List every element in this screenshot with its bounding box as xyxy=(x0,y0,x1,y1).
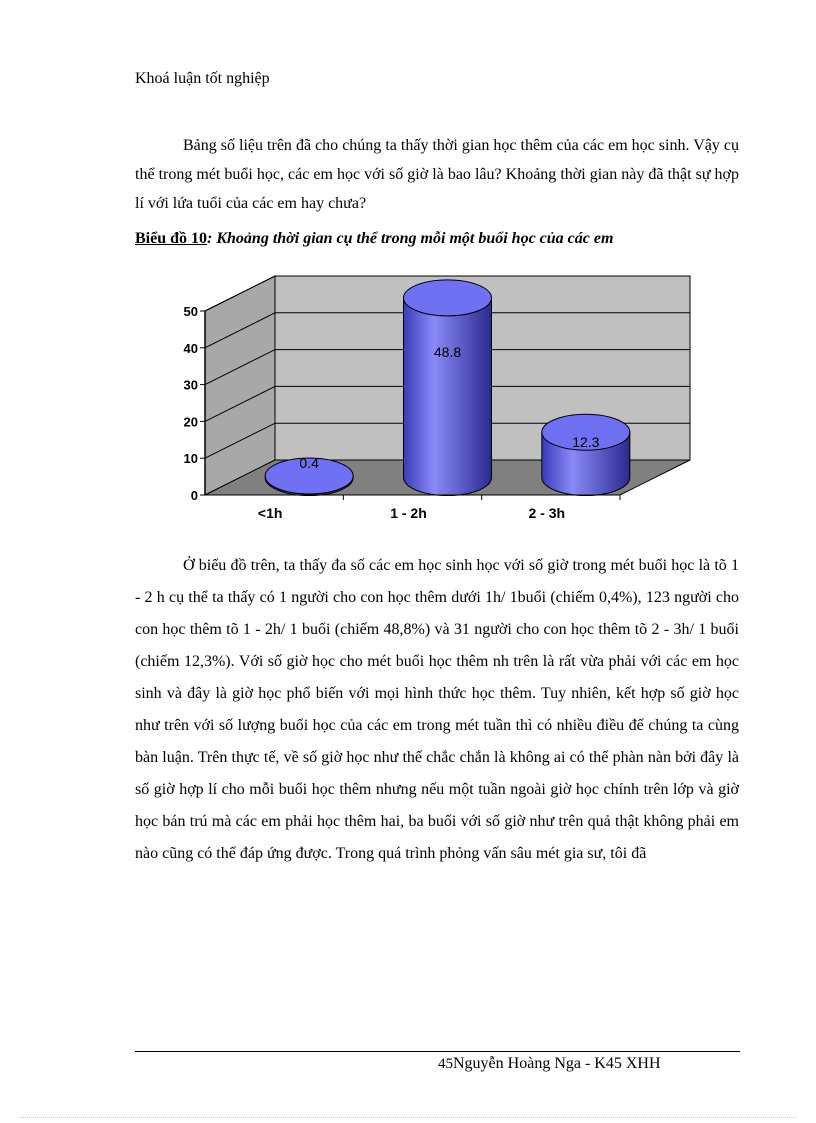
y-tick-label: 20 xyxy=(183,414,198,430)
category-label: <1h xyxy=(257,505,283,521)
bar-body xyxy=(404,298,492,496)
page-bottom-border xyxy=(20,1117,796,1118)
figure-label: Biểu đồ 10 xyxy=(135,230,208,247)
page-number: 45 xyxy=(438,1056,453,1072)
chart-side-wall xyxy=(205,276,275,495)
y-tick-label: 50 xyxy=(183,304,198,319)
figure-title: : Khoảng thời gian cụ thể trong mỗi một buổi học của các em xyxy=(207,230,614,247)
category-label: 2 - 3h xyxy=(528,505,566,521)
bar xyxy=(404,280,492,496)
y-tick-label: 10 xyxy=(183,451,198,467)
page-footer xyxy=(438,1055,661,1073)
bar-chart xyxy=(170,265,730,535)
y-tick-label: 30 xyxy=(183,377,198,393)
body-paragraph: Ở biểu đồ trên, ta thấy đa số các em học sinh học với số giờ trong mét buổi học là tõ 1 - 2 h cụ thể ta thấy có 1 người cho con học thêm dưới 1h/ 1buổi (chiếm 0,4%), 123 người cho con học thêm tõ 1 - 2h/ 1 buổi (chiếm 48,8%) và 31 người cho con học thêm tõ 2 - 3h/ 1 buổi (chiếm 12,3%). Với số giờ học cho mét buổi học thêm nh trên là rất vừa phải với các em học sinh và đây là giờ học phổ biến với mọi hình thức học thêm. Tuy nhiên, kết hợp số giờ học như trên với số lượng buổi học của các em trong mét tuần thì có nhiều điều để chúng ta cùng bàn luận. Trên thực tế, về số giờ học như thế chắc chắn là không ai có thể phàn nàn bởi đây là số giờ hợp lí cho mỗi buổi học thêm nhưng nếu một tuần ngoài giờ học chính trên lớp và giờ học bán trú mà các em phải học thêm hai, ba buổi với số giờ như trên quả thật không phải em nào cũng có thể đáp ứng được. Trong quá trình phỏng vấn sâu mét gia sư, tôi đã xyxy=(135,557,739,862)
running-header: Khoá luận tốt nghiệp xyxy=(135,70,270,87)
category-label: 1 - 2h xyxy=(390,505,427,521)
data-label: 48.8 xyxy=(433,344,462,361)
y-tick-label: 0 xyxy=(190,488,198,503)
figure-caption xyxy=(135,230,755,248)
y-tick-label: 40 xyxy=(183,340,198,356)
intro-paragraph: Bảng số liệu trên đã cho chúng ta thấy thời gian học thêm của các em học sinh. Vậy cụ thể trong mét buổi học, các em học với số giờ là bao lâu? Khoảng thời gian này đã thật sự hợp lí với lứa tuổi của các em hay chưa? xyxy=(135,137,739,212)
footer-divider xyxy=(135,1051,740,1052)
bar-top xyxy=(404,280,492,316)
bar xyxy=(542,414,630,495)
data-label: 12.3 xyxy=(572,434,600,451)
data-label: 0.4 xyxy=(299,455,319,472)
footer-author: Nguyễn Hoàng Nga - K45 XHH xyxy=(453,1055,661,1072)
